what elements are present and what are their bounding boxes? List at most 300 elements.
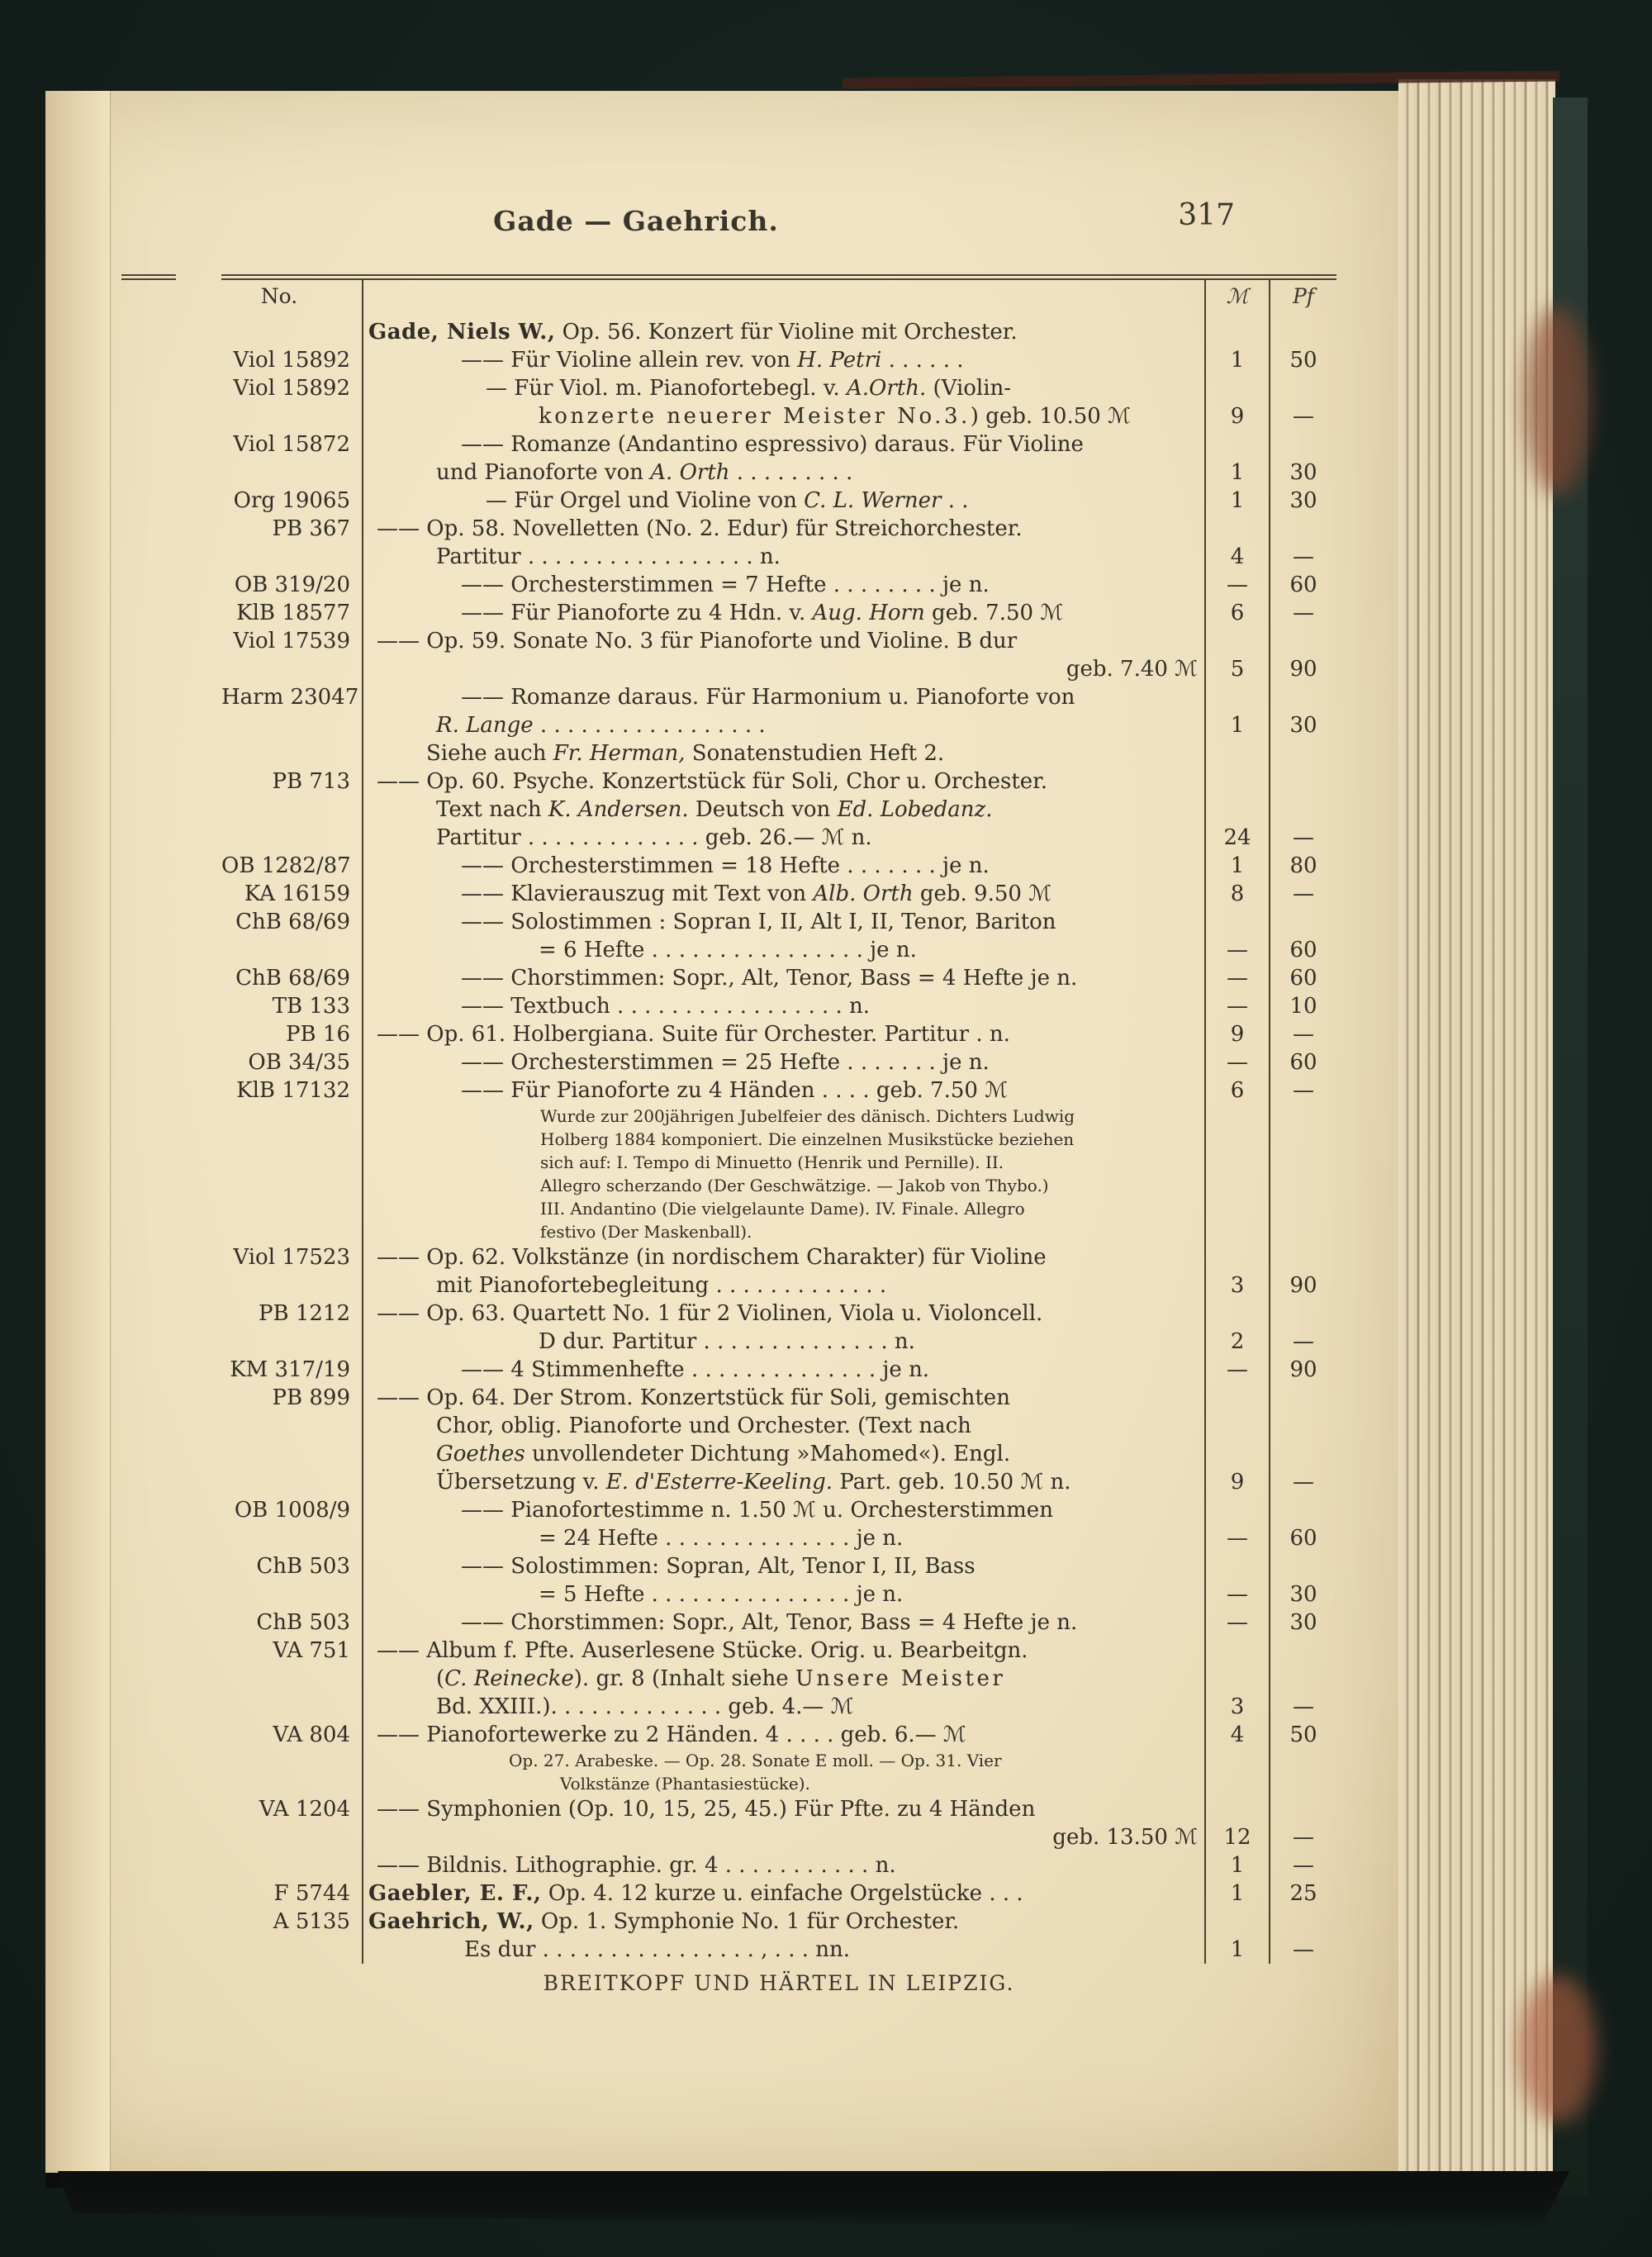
entry-text: —— Orchesterstimmen = 18 Hefte . . . . . . . je n.	[362, 852, 1204, 880]
entry-text: geb. 7.40 ℳ	[362, 655, 1204, 683]
price-mark	[1204, 430, 1269, 459]
price-pfennig	[1269, 1300, 1336, 1328]
price-mark	[1204, 1174, 1269, 1197]
catalog-number	[221, 1772, 362, 1795]
price-pfennig	[1269, 1440, 1336, 1468]
entry-text: —— Chorstimmen: Sopr., Alt, Tenor, Bass = 4 Hefte je n.	[362, 1608, 1204, 1637]
entry-text: mit Pianofortebegleitung . . . . . . . . . . . . .	[362, 1271, 1204, 1300]
price-pfennig	[1269, 318, 1336, 346]
price-pfennig	[1269, 1243, 1336, 1271]
price-pfennig: 25	[1269, 1879, 1336, 1908]
price-mark	[1204, 627, 1269, 655]
book-page	[45, 91, 1400, 2173]
price-mark	[1204, 1795, 1269, 1823]
price-mark: —	[1204, 1580, 1269, 1608]
entry-text: Allegro scherzando (Der Geschwätzige. — Jakob von Thybo.)	[362, 1174, 1204, 1197]
catalog-number	[221, 543, 362, 571]
table-row	[221, 1220, 1336, 1243]
price-pfennig	[1269, 627, 1336, 655]
table-row	[221, 908, 1336, 936]
price-pfennig	[1269, 1128, 1336, 1151]
entry-text: —— Op. 62. Volkstänze (in nordischem Charakter) für Violine	[362, 1243, 1204, 1271]
catalog-number: Viol 15872	[233, 432, 350, 457]
price-mark: 9	[1204, 1020, 1269, 1048]
price-pfennig: 60	[1269, 936, 1336, 964]
price-mark: 3	[1204, 1271, 1269, 1300]
table-row	[221, 1328, 1336, 1356]
table-row	[221, 964, 1336, 992]
table-row	[221, 1772, 1336, 1795]
rule-fold-mark	[121, 274, 176, 280]
table-row	[221, 543, 1336, 571]
entry-text: Chor, oblig. Pianoforte und Orchester. (Text nach	[362, 1412, 1204, 1440]
price-pfennig: —	[1269, 1468, 1336, 1496]
catalog-number: VA 1204	[259, 1797, 350, 1822]
table-row	[221, 346, 1336, 374]
cover-marbling-smudge	[1518, 1974, 1597, 2123]
entry-text: Gaehrich, W., Op. 1. Symphonie No. 1 für Orchester.	[362, 1908, 1204, 1936]
table-row	[221, 1048, 1336, 1076]
table-row	[221, 655, 1336, 683]
catalog-number	[221, 711, 362, 739]
table-body	[221, 318, 1336, 1964]
price-mark: —	[1204, 1608, 1269, 1637]
catalog-number: Viol 15892	[233, 376, 350, 401]
catalog-number: Viol 17539	[233, 629, 350, 653]
table-row	[221, 402, 1336, 430]
column-header-pfennig: Pf	[1269, 280, 1336, 318]
table-row	[221, 1665, 1336, 1693]
table-row	[221, 1356, 1336, 1384]
table-row	[221, 1300, 1336, 1328]
entry-text: —— Orchesterstimmen = 7 Hefte . . . . . . . . je n.	[362, 571, 1204, 599]
catalog-number	[221, 1580, 362, 1608]
price-mark: 24	[1204, 824, 1269, 852]
price-mark: 4	[1204, 1721, 1269, 1749]
price-pfennig: 30	[1269, 1580, 1336, 1608]
catalog-number: ChB 503	[256, 1554, 350, 1579]
table-row	[221, 1496, 1336, 1524]
table-row	[221, 599, 1336, 627]
catalog-number: KlB 18577	[236, 601, 350, 625]
price-mark	[1204, 1105, 1269, 1128]
price-pfennig: —	[1269, 824, 1336, 852]
price-pfennig	[1269, 1197, 1336, 1220]
catalog-number	[221, 1468, 362, 1496]
price-mark	[1204, 1908, 1269, 1936]
price-pfennig: 90	[1269, 1356, 1336, 1384]
price-pfennig	[1269, 767, 1336, 796]
entry-text: Volkstänze (Phantasiestücke).	[362, 1772, 1204, 1795]
table-row	[221, 1580, 1336, 1608]
catalog-number	[221, 824, 362, 852]
price-mark: 1	[1204, 487, 1269, 515]
catalog-number	[221, 1851, 362, 1879]
catalog-number	[221, 318, 362, 346]
catalog-number	[221, 1105, 362, 1128]
catalog-number	[221, 1749, 362, 1772]
price-mark	[1204, 1440, 1269, 1468]
price-pfennig: 60	[1269, 571, 1336, 599]
entry-text: R. Lange . . . . . . . . . . . . . . . . .	[362, 711, 1204, 739]
page-title: Gade — Gaehrich.	[493, 205, 779, 237]
price-pfennig	[1269, 1151, 1336, 1174]
catalog-number: OB 1008/9	[234, 1498, 350, 1523]
entry-text: und Pianoforte von A. Orth . . . . . . . . .	[362, 459, 1204, 487]
catalog-number: PB 16	[286, 1022, 350, 1047]
price-pfennig	[1269, 1908, 1336, 1936]
entry-text: = 5 Hefte . . . . . . . . . . . . . . . je n.	[362, 1580, 1204, 1608]
table-row	[221, 1936, 1336, 1964]
price-pfennig: —	[1269, 1328, 1336, 1356]
price-mark	[1204, 1665, 1269, 1693]
price-pfennig: 50	[1269, 346, 1336, 374]
price-pfennig: —	[1269, 1851, 1336, 1879]
table-header	[221, 280, 1336, 318]
price-mark	[1204, 767, 1269, 796]
table-row	[221, 1271, 1336, 1300]
price-mark	[1204, 1128, 1269, 1151]
catalog-number	[221, 1271, 362, 1300]
entry-text: —— Bildnis. Lithographie. gr. 4 . . . . . . . . . . . n.	[362, 1851, 1204, 1879]
price-mark: 1	[1204, 346, 1269, 374]
price-mark	[1204, 1300, 1269, 1328]
price-mark: —	[1204, 992, 1269, 1020]
price-mark	[1204, 796, 1269, 824]
catalog-number	[221, 1665, 362, 1693]
table-row	[221, 1128, 1336, 1151]
entry-text: —— Op. 61. Holbergiana. Suite für Orchester. Partitur . n.	[362, 1020, 1204, 1048]
table-row	[221, 1693, 1336, 1721]
price-pfennig: 60	[1269, 1048, 1336, 1076]
price-mark	[1204, 1749, 1269, 1772]
table-row	[221, 1020, 1336, 1048]
price-pfennig: —	[1269, 1020, 1336, 1048]
catalog-number: Viol 17523	[233, 1245, 350, 1270]
entry-text: geb. 13.50 ℳ	[362, 1823, 1204, 1851]
table-row	[221, 1721, 1336, 1749]
price-mark: 2	[1204, 1328, 1269, 1356]
price-pfennig: —	[1269, 1693, 1336, 1721]
catalog-number: A 5135	[273, 1909, 350, 1934]
table-row	[221, 824, 1336, 852]
entry-text: Gaebler, E. F., Op. 4. 12 kurze u. einfache Orgelstücke . . .	[362, 1879, 1204, 1908]
price-mark: 6	[1204, 599, 1269, 627]
price-pfennig	[1269, 515, 1336, 543]
entry-text: —— Op. 58. Novelletten (No. 2. Edur) für Streichorchester.	[362, 515, 1204, 543]
footer-publisher: BREITKOPF UND HÄRTEL IN LEIPZIG.	[543, 1971, 1015, 1995]
entry-text: Bd. XXIII.). . . . . . . . . . . . . geb. 4.— ℳ	[362, 1693, 1204, 1721]
table-row	[221, 1851, 1336, 1879]
entry-text: —— Für Pianoforte zu 4 Händen . . . . geb. 7.50 ℳ	[362, 1076, 1204, 1105]
table-row	[221, 1440, 1336, 1468]
catalog-number: Viol 15892	[233, 348, 350, 373]
catalog-number	[221, 459, 362, 487]
table-row	[221, 1908, 1336, 1936]
price-pfennig: —	[1269, 1823, 1336, 1851]
catalog-number: VA 804	[273, 1722, 350, 1747]
catalog-number	[221, 739, 362, 767]
price-pfennig: 90	[1269, 655, 1336, 683]
entry-text: III. Andantino (Die vielgelaunte Dame). IV. Finale. Allegro	[362, 1197, 1204, 1220]
entry-text: Partitur . . . . . . . . . . . . . geb. 26.— ℳ n.	[362, 824, 1204, 852]
entry-text: — Für Viol. m. Pianofortebegl. v. A.Orth. (Violin-	[362, 374, 1204, 402]
catalog-number: ChB 68/69	[235, 966, 350, 991]
catalog-number: OB 1282/87	[221, 853, 351, 878]
price-pfennig: 60	[1269, 1524, 1336, 1552]
entry-text: (C. Reinecke). gr. 8 (Inhalt siehe Unsere Meister	[362, 1665, 1204, 1693]
entry-text: —— Textbuch . . . . . . . . . . . . . . . . . n.	[362, 992, 1204, 1020]
price-pfennig: —	[1269, 1076, 1336, 1105]
price-pfennig: —	[1269, 1936, 1336, 1964]
price-pfennig	[1269, 1220, 1336, 1243]
table-row	[221, 683, 1336, 711]
price-mark: 6	[1204, 1076, 1269, 1105]
price-pfennig	[1269, 796, 1336, 824]
price-mark	[1204, 1412, 1269, 1440]
price-mark: 9	[1204, 1468, 1269, 1496]
price-mark	[1204, 1637, 1269, 1665]
price-pfennig	[1269, 374, 1336, 402]
entry-text: —— Solostimmen : Sopran I, II, Alt I, II, Tenor, Bariton	[362, 908, 1204, 936]
catalog-number: Harm 23047	[221, 685, 359, 710]
price-pfennig: 90	[1269, 1271, 1336, 1300]
price-pfennig	[1269, 1496, 1336, 1524]
catalog-number	[221, 1220, 362, 1243]
price-pfennig: 80	[1269, 852, 1336, 880]
price-pfennig: 30	[1269, 487, 1336, 515]
price-mark: 12	[1204, 1823, 1269, 1851]
price-pfennig: 10	[1269, 992, 1336, 1020]
price-mark	[1204, 515, 1269, 543]
entry-text: Op. 27. Arabeske. — Op. 28. Sonate E moll. — Op. 31. Vier	[362, 1749, 1204, 1772]
price-mark: —	[1204, 1356, 1269, 1384]
price-pfennig: —	[1269, 880, 1336, 908]
price-pfennig: —	[1269, 543, 1336, 571]
catalog-number: PB 1212	[258, 1301, 350, 1326]
table-row	[221, 739, 1336, 767]
catalog-number	[221, 1936, 362, 1964]
catalog-number: KA 16159	[244, 881, 350, 906]
table-row	[221, 459, 1336, 487]
price-mark: 3	[1204, 1693, 1269, 1721]
price-pfennig: 30	[1269, 1608, 1336, 1637]
entry-text: Goethes unvollendeter Dichtung »Mahomed«). Engl.	[362, 1440, 1204, 1468]
price-pfennig	[1269, 1105, 1336, 1128]
price-mark: 1	[1204, 711, 1269, 739]
table-row	[221, 571, 1336, 599]
price-mark	[1204, 1384, 1269, 1412]
price-mark	[1204, 374, 1269, 402]
price-pfennig	[1269, 1665, 1336, 1693]
table-row	[221, 852, 1336, 880]
price-pfennig: 50	[1269, 1721, 1336, 1749]
table-row	[221, 1879, 1336, 1908]
price-pfennig: 30	[1269, 459, 1336, 487]
price-pfennig	[1269, 1749, 1336, 1772]
price-pfennig: 60	[1269, 964, 1336, 992]
entry-text: —— Op. 59. Sonate No. 3 für Pianoforte und Violine. B dur	[362, 627, 1204, 655]
entry-text: —— Op. 63. Quartett No. 1 für 2 Violinen, Viola u. Violoncell.	[362, 1300, 1204, 1328]
price-mark: 5	[1204, 655, 1269, 683]
catalog-number	[221, 402, 362, 430]
table-row	[221, 1749, 1336, 1772]
entry-text: Partitur . . . . . . . . . . . . . . . . . n.	[362, 543, 1204, 571]
entry-text: Wurde zur 200jährigen Jubelfeier des dänisch. Dichters Ludwig	[362, 1105, 1204, 1128]
entry-text: Holberg 1884 komponiert. Die einzelnen Musikstücke beziehen	[362, 1128, 1204, 1151]
catalog-table	[221, 274, 1336, 1964]
price-mark: —	[1204, 1524, 1269, 1552]
catalog-number: TB 133	[272, 994, 350, 1019]
page-gutter-crease	[45, 91, 111, 2173]
catalog-number: ChB 68/69	[235, 910, 350, 934]
price-mark: 1	[1204, 1936, 1269, 1964]
price-mark: 9	[1204, 402, 1269, 430]
catalog-number: KM 317/19	[230, 1357, 350, 1382]
entry-text: = 6 Hefte . . . . . . . . . . . . . . . . je n.	[362, 936, 1204, 964]
entry-text: konzerte neuerer Meister No.3.) geb. 10.50 ℳ	[362, 402, 1204, 430]
table-row	[221, 936, 1336, 964]
price-pfennig	[1269, 683, 1336, 711]
price-pfennig	[1269, 739, 1336, 767]
table-row	[221, 1151, 1336, 1174]
entry-text: —— Chorstimmen: Sopr., Alt, Tenor, Bass = 4 Hefte je n.	[362, 964, 1204, 992]
table-row	[221, 1105, 1336, 1128]
table-row	[221, 515, 1336, 543]
price-pfennig: 30	[1269, 711, 1336, 739]
entry-text: —— Für Violine allein rev. von H. Petri . . . . . .	[362, 346, 1204, 374]
catalog-number: VA 751	[273, 1638, 350, 1663]
catalog-number	[221, 1693, 362, 1721]
table-row	[221, 1637, 1336, 1665]
table-row	[221, 1552, 1336, 1580]
table-row	[221, 1384, 1336, 1412]
entry-text: D dur. Partitur . . . . . . . . . . . . . . n.	[362, 1328, 1204, 1356]
book-bottom-shadow	[58, 2171, 1569, 2231]
entry-text: —— 4 Stimmenhefte . . . . . . . . . . . . . . je n.	[362, 1356, 1204, 1384]
price-mark: —	[1204, 571, 1269, 599]
table-row	[221, 1197, 1336, 1220]
catalog-number: Org 19065	[233, 488, 350, 513]
entry-text: sich auf: I. Tempo di Minuetto (Henrik und Pernille). II.	[362, 1151, 1204, 1174]
price-mark	[1204, 1197, 1269, 1220]
table-row	[221, 767, 1336, 796]
price-mark: 1	[1204, 1851, 1269, 1879]
price-mark	[1204, 318, 1269, 346]
price-mark	[1204, 908, 1269, 936]
price-mark	[1204, 1552, 1269, 1580]
table-row	[221, 1795, 1336, 1823]
catalog-number	[221, 655, 362, 683]
catalog-number	[221, 1197, 362, 1220]
catalog-number	[221, 1328, 362, 1356]
price-pfennig	[1269, 908, 1336, 936]
column-header-no: No.	[260, 284, 298, 308]
catalog-number	[221, 1823, 362, 1851]
catalog-number	[221, 1412, 362, 1440]
entry-text: —— Symphonien (Op. 10, 15, 25, 45.) Für Pfte. zu 4 Händen	[362, 1795, 1204, 1823]
catalog-number	[221, 1440, 362, 1468]
table-row	[221, 487, 1336, 515]
price-pfennig	[1269, 1384, 1336, 1412]
entry-text: Übersetzung v. E. d'Esterre-Keeling. Part. geb. 10.50 ℳ n.	[362, 1468, 1204, 1496]
entry-text: —— Pianofortestimme n. 1.50 ℳ u. Orchesterstimmen	[362, 1496, 1204, 1524]
price-pfennig	[1269, 1795, 1336, 1823]
price-mark	[1204, 1772, 1269, 1795]
catalog-number: PB 367	[272, 516, 350, 541]
price-pfennig	[1269, 1412, 1336, 1440]
table-row	[221, 374, 1336, 402]
entry-text: —— Op. 64. Der Strom. Konzertstück für Soli, gemischten	[362, 1384, 1204, 1412]
table-row	[221, 1243, 1336, 1271]
price-pfennig	[1269, 1772, 1336, 1795]
table-row	[221, 1823, 1336, 1851]
price-pfennig	[1269, 430, 1336, 459]
catalog-number	[221, 796, 362, 824]
price-mark	[1204, 1151, 1269, 1174]
entry-text: —— Romanze (Andantino espressivo) daraus. Für Violine	[362, 430, 1204, 459]
table-row	[221, 1174, 1336, 1197]
table-row	[221, 1608, 1336, 1637]
table-row	[221, 1412, 1336, 1440]
price-mark: —	[1204, 936, 1269, 964]
table-row	[221, 796, 1336, 824]
price-pfennig: —	[1269, 599, 1336, 627]
catalog-number: PB 713	[272, 769, 350, 794]
price-pfennig	[1269, 1552, 1336, 1580]
entry-text: —— Für Pianoforte zu 4 Hdn. v. Aug. Horn geb. 7.50 ℳ	[362, 599, 1204, 627]
catalog-number: OB 34/35	[248, 1050, 350, 1075]
price-pfennig: —	[1269, 402, 1336, 430]
entry-text: Gade, Niels W., Op. 56. Konzert für Violine mit Orchester.	[362, 318, 1204, 346]
price-mark	[1204, 683, 1269, 711]
entry-text: —— Klavierauszug mit Text von Alb. Orth geb. 9.50 ℳ	[362, 880, 1204, 908]
page-number: 317	[1178, 198, 1235, 232]
entry-text: Siehe auch Fr. Herman, Sonatenstudien Heft 2.	[362, 739, 1204, 767]
price-mark: 1	[1204, 1879, 1269, 1908]
column-header-description	[362, 280, 1204, 318]
table-row	[221, 1524, 1336, 1552]
entry-text: Es dur . . . . . . . . . . . . . . . . , . . . nn.	[362, 1936, 1204, 1964]
price-mark: —	[1204, 964, 1269, 992]
entry-text: —— Pianofortewerke zu 2 Händen. 4 . . . . geb. 6.— ℳ	[362, 1721, 1204, 1749]
column-header-mark: ℳ	[1204, 280, 1269, 318]
price-mark: 1	[1204, 459, 1269, 487]
price-mark	[1204, 739, 1269, 767]
table-row	[221, 318, 1336, 346]
catalog-number	[221, 1524, 362, 1552]
catalog-number	[221, 1151, 362, 1174]
table-row	[221, 992, 1336, 1020]
catalog-number	[221, 1174, 362, 1197]
table-row	[221, 1076, 1336, 1105]
price-mark	[1204, 1220, 1269, 1243]
entry-text: Text nach K. Andersen. Deutsch von Ed. Lobedanz.	[362, 796, 1204, 824]
table-row	[221, 1468, 1336, 1496]
catalog-number: ChB 503	[256, 1610, 350, 1635]
table-row	[221, 430, 1336, 459]
entry-text: —— Orchesterstimmen = 25 Hefte . . . . . . . je n.	[362, 1048, 1204, 1076]
table-row	[221, 711, 1336, 739]
entry-text: —— Solostimmen: Sopran, Alt, Tenor I, II, Bass	[362, 1552, 1204, 1580]
price-mark: —	[1204, 1048, 1269, 1076]
catalog-number: OB 319/20	[234, 573, 350, 597]
entry-text: = 24 Hefte . . . . . . . . . . . . . . je n.	[362, 1524, 1204, 1552]
entry-text: —— Romanze daraus. Für Harmonium u. Pianoforte von	[362, 683, 1204, 711]
cover-marbling-smudge	[1524, 306, 1590, 496]
table-row	[221, 880, 1336, 908]
entry-text: —— Album f. Pfte. Auserlesene Stücke. Orig. u. Bearbeitgn.	[362, 1637, 1204, 1665]
